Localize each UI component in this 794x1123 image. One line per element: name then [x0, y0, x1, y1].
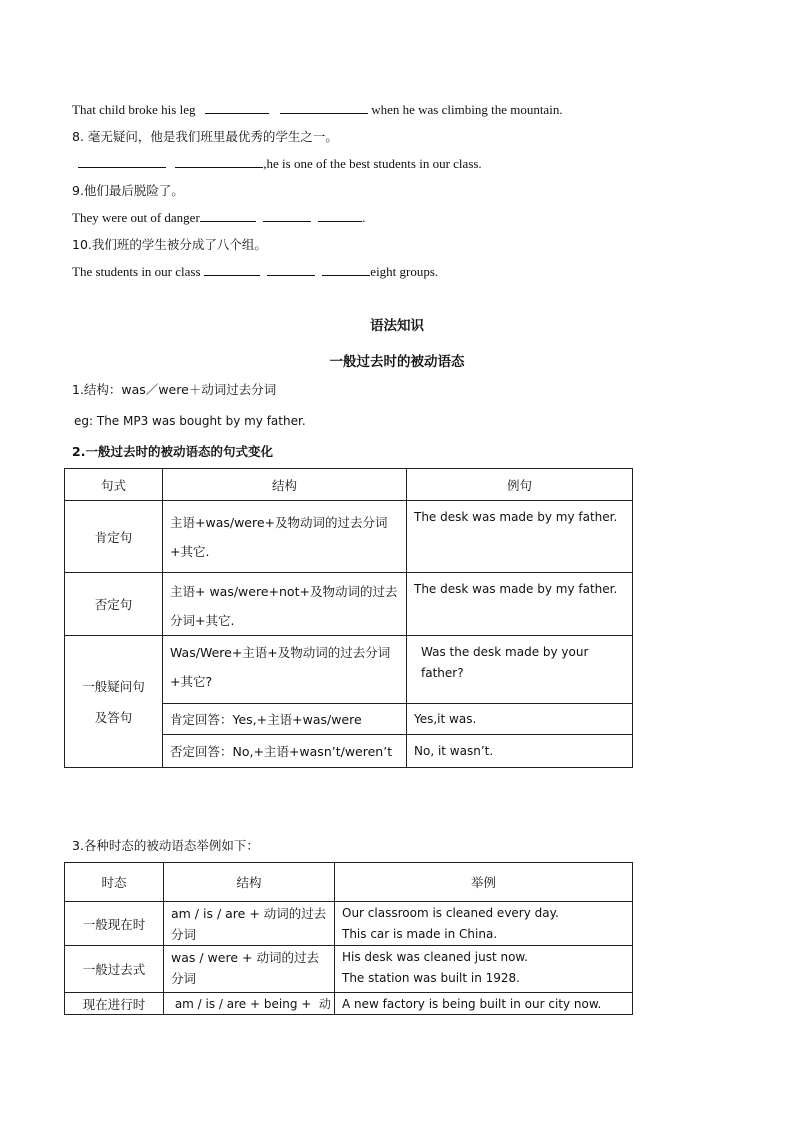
question-9: 9.他们最后脱险了。 [72, 183, 184, 198]
q10-answer-after: eight groups. [370, 264, 439, 279]
answer-blank[interactable] [318, 209, 362, 222]
table-row [65, 946, 633, 993]
answer-blank[interactable] [204, 263, 260, 276]
line1-text-before: That child broke his leg [72, 102, 196, 117]
example-cell [407, 501, 633, 573]
example-text: Was the desk made by your father? [421, 645, 589, 680]
answer-blank[interactable] [200, 209, 256, 222]
table-header-row [65, 863, 633, 902]
grammar-point-1: 1.结构：was／were＋动词过去分词 [72, 382, 277, 397]
q10-answer-line [72, 263, 438, 281]
answer-blank[interactable] [280, 101, 368, 114]
table-row [65, 501, 633, 573]
answer-blank[interactable] [263, 209, 311, 222]
example-text: The desk was made by my father. [414, 510, 618, 524]
structure-cell [164, 946, 335, 993]
example-cell: A new factory is being built in our city now. [335, 993, 633, 1015]
structure-cell [163, 573, 407, 636]
grammar-title: 语法知识 [370, 318, 424, 334]
structure-text: 主语+ was/were+not+及物动词的过去分词+其它. [170, 584, 398, 628]
table-header-row [65, 469, 633, 501]
structure-text: 主语+was/were+及物动词的过去分词+其它. [170, 515, 388, 559]
tense-cell: 现在进行时 [65, 993, 164, 1015]
example-text: Our classroom is cleaned every day. [342, 906, 559, 920]
example-cell [407, 636, 633, 704]
example-cell [335, 946, 633, 993]
example-list [335, 902, 632, 945]
q8-answer-text: ,he is one of the best students in our class. [263, 156, 482, 171]
structure-cell: 否定回答：No,+主语+wasn’t/weren’t [163, 735, 407, 768]
structure-cell: 肯定回答：Yes,+主语+was/were [163, 704, 407, 735]
answer-blank[interactable] [267, 263, 315, 276]
example-text: The desk was made by my father. [414, 582, 618, 596]
structure-cell [164, 902, 335, 946]
example-text: This car is made in China. [342, 927, 498, 941]
answer-blank[interactable] [175, 155, 263, 168]
grammar-subtitle: 一般过去时的被动语态 [329, 354, 465, 370]
example-cell [335, 902, 633, 946]
sentence-type-cell: 肯定句 [65, 501, 163, 573]
passive-sentence-table [64, 468, 633, 768]
example-cell: Yes,it was. [407, 704, 633, 735]
structure-cell: am / is / are + being + 动 [164, 993, 335, 1015]
grammar-point-2: 2.一般过去时的被动语态的句式变化 [72, 444, 273, 459]
question-8: 8. 毫无疑问，他是我们班里最优秀的学生之一。 [72, 129, 338, 144]
example-cell: No, it wasn’t. [407, 735, 633, 768]
structure-text: was / were + 动词的过去分词 [171, 950, 319, 986]
table-row [65, 573, 633, 636]
table-row [65, 636, 633, 704]
header-cell: 时态 [65, 863, 164, 902]
q10-answer-text: The students in our class [72, 264, 204, 279]
sentence-type-text: 一般疑问句及答句 [82, 678, 145, 725]
exercise-line-1 [72, 101, 563, 119]
structure-cell [163, 501, 407, 573]
header-cell: 结构 [163, 469, 407, 501]
tense-cell: 一般过去式 [65, 946, 164, 993]
example-text: His desk was cleaned just now. [342, 950, 528, 964]
header-cell: 句式 [65, 469, 163, 501]
q9-answer-line [72, 209, 366, 227]
header-cell: 举例 [335, 863, 633, 902]
sentence-type-cell [65, 636, 163, 768]
example-list [335, 946, 632, 989]
tense-passive-table [64, 862, 633, 1015]
header-cell: 例句 [407, 469, 633, 501]
q8-answer-line [78, 155, 482, 173]
q9-answer-text: They were out of danger [72, 210, 200, 225]
q9-answer-end: . [362, 210, 366, 225]
example-text: The station was built in 1928. [342, 971, 520, 985]
table-row [65, 993, 633, 1015]
answer-blank[interactable] [78, 155, 166, 168]
table-row [65, 902, 633, 946]
structure-text: Was/Were+主语+及物动词的过去分词+其它? [170, 645, 391, 689]
structure-text: am / is / are + 动词的过去分词 [171, 906, 327, 942]
answer-blank[interactable] [205, 101, 269, 114]
grammar-point-3: 3.各种时态的被动语态举例如下： [72, 838, 259, 853]
example-cell [407, 573, 633, 636]
grammar-point-1-example: eg: The MP3 was bought by my father. [74, 414, 306, 428]
question-10: 10.我们班的学生被分成了八个组。 [72, 237, 267, 252]
line1-text-after: when he was climbing the mountain. [367, 102, 563, 117]
tense-cell: 一般现在时 [65, 902, 164, 946]
structure-cell [163, 636, 407, 704]
answer-blank[interactable] [322, 263, 370, 276]
header-cell: 结构 [164, 863, 335, 902]
sentence-type-cell: 否定句 [65, 573, 163, 636]
